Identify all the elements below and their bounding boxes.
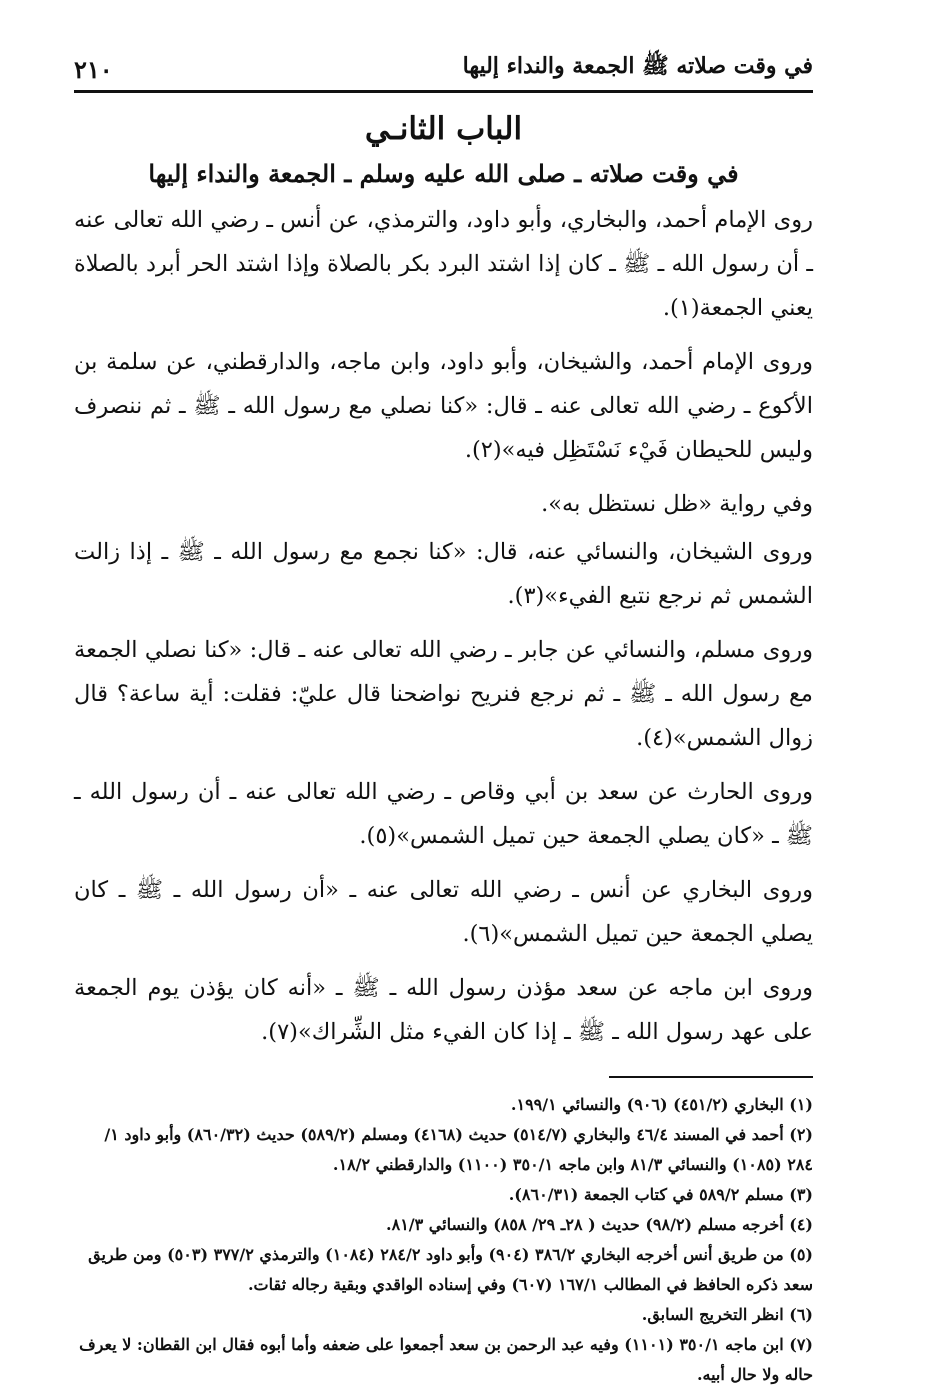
paragraph: وروى البخاري عن أنس ـ رضي الله تعالى عنه ـ «أن رسول الله ـ ﷺ ـ كان يصلي الجمعة حين تميل الشمس»(٦). — [74, 877, 813, 947]
footnote: (٧) ابن ماجه ٣٥٠/١ (١١٠١) وفيه عبد الرحمن بن سعد أجمعوا على ضعفه وأما أبوه فقال ابن القطان: لا يعرف حاله ولا حال أبيه. — [79, 1335, 813, 1384]
page-number: ٢١٠ — [74, 55, 113, 84]
footnote: (٤) أخرجه مسلم (٩٨/٢) حديث ( ٢٨ـ ٢٩/ ٨٥٨) والنسائي ٨١/٣. — [386, 1215, 813, 1234]
footnote-divider — [609, 1076, 813, 1078]
paragraph: وروى ابن ماجه عن سعد مؤذن رسول الله ـ ﷺ ـ «أنه كان يؤذن يوم الجمعة على عهد رسول الله ـ ﷺ ـ إذا كان الفيء مثل الشِّراك»(٧). — [74, 975, 813, 1045]
paragraph: وروى الحارث عن سعد بن أبي وقاص ـ رضي الله تعالى عنه ـ أن رسول الله ـ ﷺ ـ «كان يصلي الجمعة حين تميل الشمس»(٥). — [74, 779, 813, 849]
paragraph: روى الإمام أحمد، والبخاري، وأبو داود، والترمذي، عن أنس ـ رضي الله تعالى عنه ـ أن رسول الله ـ ﷺ ـ كان إذا اشتد البرد بكر بالصلاة وإذا اشتد الحر أبرد بالصلاة يعني الجمعة(١). — [74, 207, 813, 321]
paragraph: وروى مسلم، والنسائي عن جابر ـ رضي الله تعالى عنه ـ قال: «كنا نصلي الجمعة مع رسول الله ـ ﷺ ـ ثم نرجع فنريح نواضحنا قال عليّ: فقلت: أية ساعة؟ قال زوال الشمس»(٤). — [74, 637, 813, 751]
main-text — [74, 198, 813, 1054]
footnotes — [74, 1090, 813, 1390]
footnote: (٣) مسلم ٥٨٩/٢ في كتاب الجمعة (٨٦٠/٣١). — [508, 1185, 813, 1204]
running-title: في وقت صلاته ﷺ الجمعة والنداء إليها — [462, 53, 813, 79]
paragraph: وروى الإمام أحمد، والشيخان، وأبو داود، وابن ماجه، والدارقطني، عن سلمة بن الأكوع ـ رضي الله تعالى عنه ـ قال: «كنا نصلي مع رسول الله ـ ﷺ ـ ثم ننصرف وليس للحيطان فَيْء نَسْتَظِل فيه»(٢). — [74, 349, 813, 463]
paragraph: وروى الشيخان، والنسائي عنه، قال: «كنا نجمع مع رسول الله ـ ﷺ ـ إذا زالت الشمس ثم نرجع نتبع الفيء»(٣). — [74, 539, 813, 609]
paragraph: وفي رواية «ظل نستظل به». — [541, 491, 813, 517]
chapter-title: الباب الثانـي — [364, 111, 523, 147]
running-header — [74, 52, 813, 93]
footnote: (١) البخاري (٤٥١/٢) (٩٠٦) والنسائي ١٩٩/١. — [510, 1095, 813, 1114]
footnote: (٦) انظر التخريج السابق. — [641, 1305, 813, 1324]
chapter-subtitle: في وقت صلاته ـ صلى الله عليه وسلم ـ الجمعة والنداء إليها — [148, 159, 739, 188]
footnote: (٢) أحمد في المسند ٤٦/٤ والبخاري (٥١٤/٧) حديث (٤١٦٨) ومسلم (٥٨٩/٢) حديث (٨٦٠/٣٢) وأبو داود ١/ ٢٨٤ (١٠٨٥) والنسائي ٨١/٣ وابن ماجه ٣٥٠/١ (١١٠٠) والدارقطني ١٨/٢. — [104, 1125, 813, 1174]
footnote: (٥) من طريق أنس أخرجه البخاري ٣٨٦/٢ (٩٠٤) وأبو داود ٢٨٤/٢ (١٠٨٤) والترمذي ٣٧٧/٢ (٥٠٣) ومن طريق سعد ذكره الحافظ في المطالب ١٦٧/١ (٦٠٧) وفي إسناده الواقدي وبقية رجاله ثقات. — [88, 1245, 813, 1294]
